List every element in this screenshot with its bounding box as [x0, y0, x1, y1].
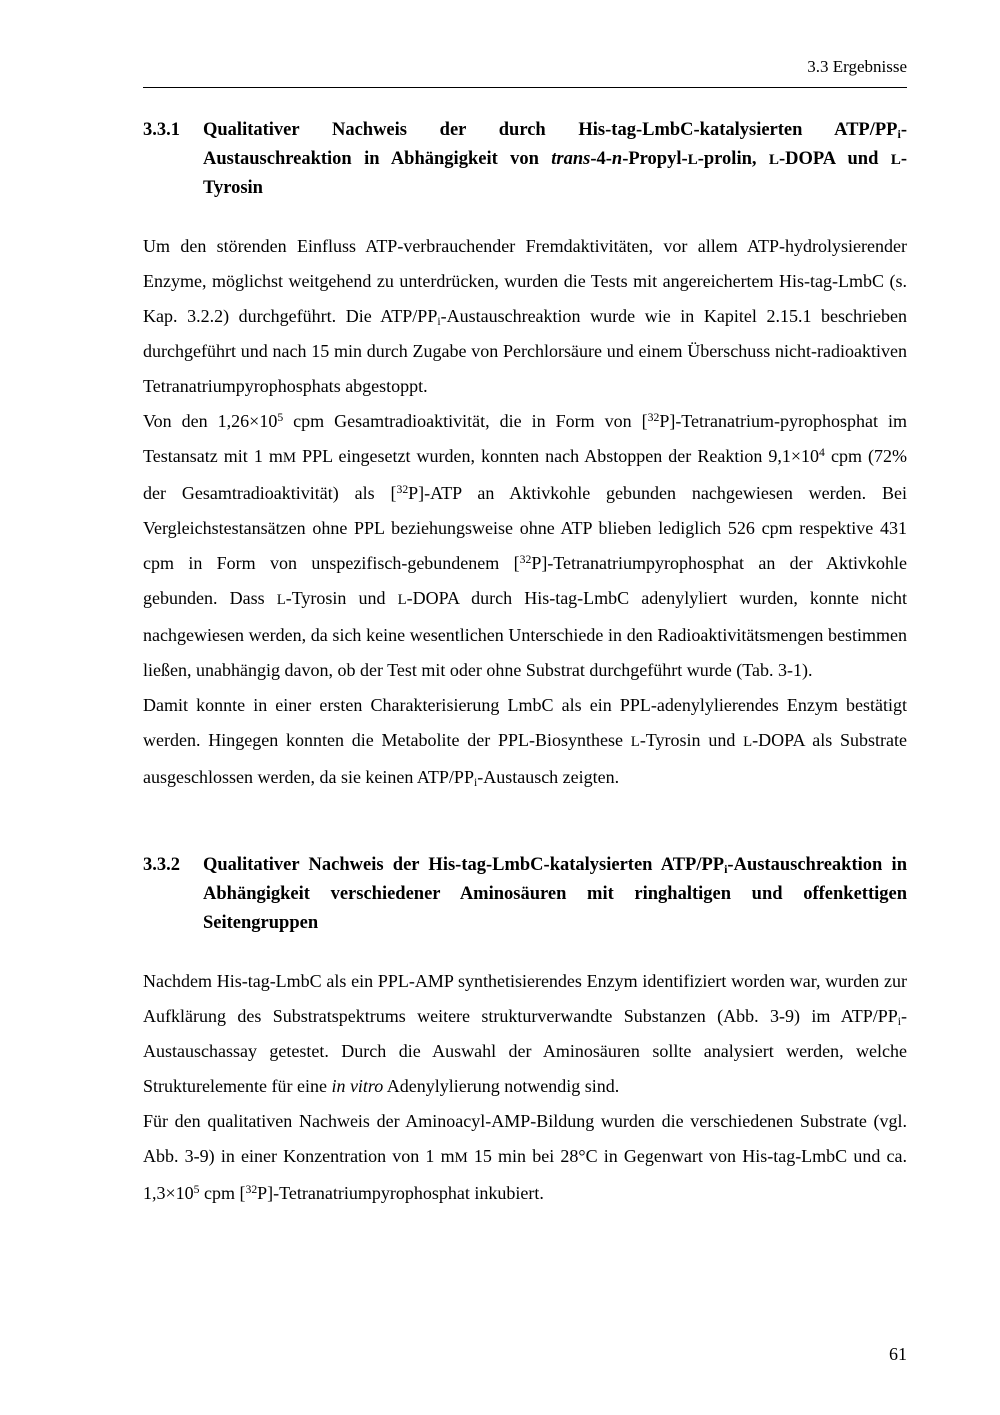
text-run: -Tyrosin und — [285, 588, 398, 608]
text-run: Um den störenden Einfluss ATP-verbrauchender Fremdaktivitäten, vor allem ATP-hydrolysierender Enzyme, möglichst weitgehend zu unterdrücken, wurden die Tests mit angereichertem His-tag-LmbC (s. Kap. 3.2.2) durchgeführt. Die ATP/PP — [143, 236, 907, 326]
text-run: PPL eingesetzt wurden, konnten nach Abstoppen der Reaktion 9,1×10 — [296, 446, 820, 466]
paragraph — [143, 964, 907, 1104]
text-run: 32 — [396, 482, 409, 496]
text-run: Von den 1,26×10 — [143, 411, 278, 431]
text-run: i — [897, 1015, 901, 1029]
section-heading — [143, 851, 907, 938]
text-run: M — [282, 450, 297, 466]
text-run: -Propyl- — [622, 149, 688, 169]
section-title — [203, 116, 907, 203]
text-run: -Austauschreaktion in Abhängigkeit von — [203, 120, 907, 169]
text-run: 5 — [193, 1182, 200, 1196]
text-run: Qualitativer Nachweis der durch His-tag-LmbC-katalysierten ATP/PP — [203, 120, 898, 140]
paragraph — [143, 229, 907, 404]
section-title — [203, 851, 907, 938]
text-run: P]-Tetranatrium-pyrophosphat im Testansatz mit 1 m — [143, 411, 907, 466]
text-run: -Austauschreaktion wurde wie in Kapitel 2.15.1 beschrieben durchgeführt und nach 15 min durch Zugabe von Perchlorsäure und einem Überschuss nicht-radioaktiven Tetranatriumpyrophosphats abgestoppt. — [143, 306, 907, 396]
text-run: -DOPA durch His-tag-LmbC adenylyliert wurden, konnte nicht nachgewiesen werden, da sich keine wesentlichen Unterschiede in den Radioaktivitätsmengen bestimmen ließen, unabhängig davon, ob der Test mit oder ohne Substrat durchgeführt wurde (Tab. 3-1). — [143, 588, 908, 680]
text-run: L — [630, 734, 640, 750]
text-run: cpm [ — [199, 1183, 246, 1203]
text-run: 32 — [245, 1182, 258, 1196]
running-head: 3.3 Ergebnisse — [807, 57, 907, 76]
text-run: L — [397, 592, 407, 608]
text-run: cpm (72% der Gesamtradioaktivität) als [ — [143, 446, 908, 503]
section-number: 3.3.2 — [143, 855, 180, 875]
text-run: 32 — [519, 552, 532, 566]
header-rule — [143, 87, 907, 88]
text-run: L — [768, 151, 779, 168]
text-run: -DOPA und — [778, 149, 891, 169]
text-run: i — [724, 862, 728, 877]
text-run: trans — [551, 149, 591, 169]
text-run: i — [897, 127, 901, 142]
text-run: L — [276, 592, 286, 608]
text-run: -Austauschreaktion in Abhängigkeit verschiedener Aminosäuren mit ringhaltigen und offenkettigen Seitengruppen — [203, 855, 907, 933]
text-run: P]-Tetranatriumpyrophosphat an der Aktivkohle gebunden. Dass — [143, 553, 907, 608]
page-content — [143, 116, 907, 1211]
text-run: L — [743, 734, 753, 750]
text-run: -Tyrosin — [203, 149, 907, 198]
text-run: n — [611, 149, 623, 169]
text-run: L — [890, 151, 901, 168]
text-run: P]-ATP an Aktivkohle gebunden nachgewiesen werden. Bei Vergleichstestansätzen ohne PPL beziehungsweise ohne ATP blieben lediglich 526 cpm respektive 431 cpm in Form von unspezifisch-gebundenem [ — [143, 483, 908, 573]
text-run: Damit konnte in einer ersten Charakterisierung LmbC als ein PPL-adenylylierendes Enzym bestätigt werden. Hingegen konnten die Metabolite der PPL-Biosynthese — [143, 695, 907, 750]
section-number: 3.3.1 — [143, 120, 180, 140]
text-run: -Austausch zeigten. — [477, 767, 620, 787]
text-run: Qualitativer Nachweis der His-tag-LmbC-katalysierten ATP/PP — [203, 855, 725, 875]
page-header — [143, 56, 907, 87]
paragraph — [143, 404, 907, 688]
text-run: -Austauschassay getestet. Durch die Auswahl der Aminosäuren sollte analysiert werden, welche Strukturelemente für eine — [143, 1006, 907, 1096]
text-run: P]-Tetranatriumpyrophosphat inkubiert. — [257, 1183, 544, 1203]
text-run: i — [473, 776, 478, 790]
text-run: cpm Gesamtradioaktivität, die in Form von [ — [283, 411, 648, 431]
paragraph — [143, 688, 907, 795]
text-run: Adenylylierung notwendig sind. — [383, 1076, 620, 1096]
text-run: 15 min bei 28°C in Gegenwart von His-tag-LmbC und ca. 1,3×10 — [143, 1146, 907, 1203]
text-run: -prolin, — [697, 149, 769, 169]
text-run: Für den qualitativen Nachweis der Aminoacyl-AMP-Bildung wurden die verschiedenen Substrate (vgl. Abb. 3-9) in einer Konzentration von 1 m — [143, 1111, 907, 1166]
text-run: Nachdem His-tag-LmbC als ein PPL-AMP synthetisierendes Enzym identifiziert worden war, wurden zur Aufklärung des Substratspektrums weitere strukturverwandte Substanzen (Abb. 3-9) im ATP/PP — [143, 971, 907, 1026]
text-run: 32 — [647, 410, 660, 424]
text-run: i — [437, 315, 441, 329]
section-heading — [143, 116, 907, 203]
text-run: 4 — [819, 445, 825, 459]
text-run: -4- — [590, 149, 612, 169]
text-run: -Tyrosin und — [639, 730, 744, 750]
text-run: -DOPA als Substrate ausgeschlossen werden, da sie keinen ATP/PP — [143, 730, 907, 787]
text-run: L — [687, 151, 698, 168]
text-run: 5 — [277, 410, 284, 424]
paragraph — [143, 1104, 907, 1211]
page-number: 61 — [889, 1344, 907, 1364]
text-run: M — [454, 1150, 468, 1166]
text-run: in vitro — [331, 1076, 384, 1096]
